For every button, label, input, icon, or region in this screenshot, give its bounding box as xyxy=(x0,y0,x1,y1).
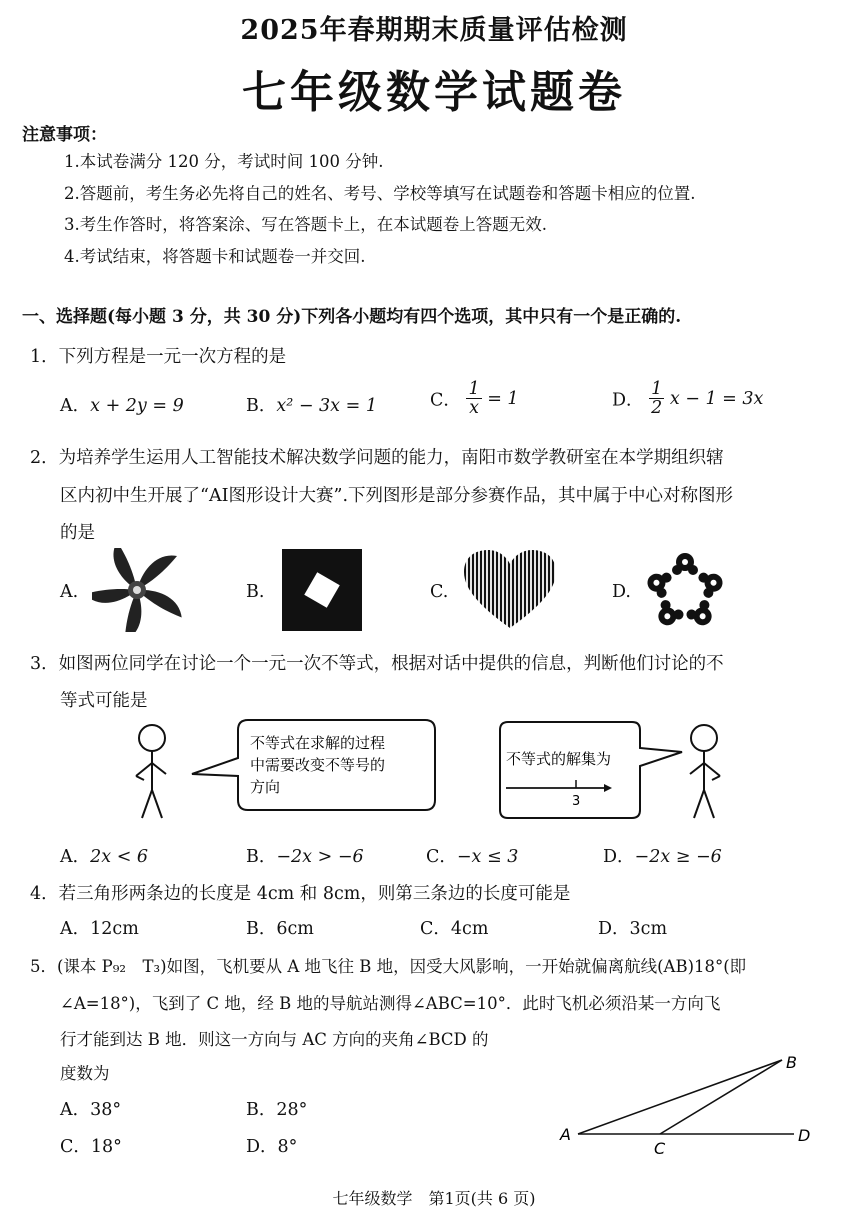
q5-line-3: 行才能到达 B 地．则这一方向与 AC 方向的夹角∠BCD 的 xyxy=(60,1030,489,1049)
option-label: C． xyxy=(430,390,461,411)
fraction-num: 1 xyxy=(468,379,480,399)
option-expr: −x ≤ 3 xyxy=(456,847,519,867)
bubble-right-text: 不等式的解集为 xyxy=(506,750,612,768)
q3-line-2: 等式可能是 xyxy=(60,691,148,711)
q1-option-b xyxy=(246,392,377,417)
q2-line-1: 2．为培养学生运用人工智能技术解决数学问题的能力，南阳市数学教研室在本学期组织辖 xyxy=(30,448,724,468)
fraction-den: x xyxy=(469,398,479,419)
q1-stem: 1．下列方程是一元一次方程的是 xyxy=(30,347,287,367)
option-label: D． xyxy=(612,390,644,411)
q4-stem: 4．若三角形两条边的长度是 4cm 和 8cm，则第三条边的长度可能是 xyxy=(30,884,571,904)
q2-line-2: 区内初中生开展了“AI图形设计大赛”.下列图形是部分参赛作品，其中属于中心对称图形 xyxy=(60,486,734,506)
fraction-num: 1 xyxy=(651,379,663,399)
q2-label-d: D. xyxy=(612,582,631,602)
q3-option-d xyxy=(603,843,722,868)
q2-pentagon-flower-figure xyxy=(640,548,730,632)
q5-option-a: A．38° xyxy=(60,1100,122,1120)
notice-item-2: 2.答题前，考生务必先将自己的姓名、考号、学校等填写在试题卷和答题卡相应的位置. xyxy=(64,184,696,203)
option-expr: −2x > −6 xyxy=(276,847,364,867)
option-expr: x − 1 = 3x xyxy=(669,388,764,409)
point-label-c: C xyxy=(654,1139,666,1158)
option-expr: −2x ≥ −6 xyxy=(634,847,722,867)
option-expr: 2x < 6 xyxy=(90,847,149,867)
notice-item-1: 1.本试卷满分 120 分，考试时间 100 分钟. xyxy=(64,152,384,171)
point-label-b: B xyxy=(786,1053,797,1072)
option-expr: x² − 3x = 1 xyxy=(276,396,377,416)
fraction xyxy=(466,380,481,418)
fraction-den: 2 xyxy=(651,398,663,419)
notice-item-3: 3.考生作答时，将答案涂、写在答题卡上，在本试题卷上答题无效. xyxy=(64,215,547,234)
number-line-arrow xyxy=(604,784,612,792)
notice-heading: 注意事项： xyxy=(22,125,107,145)
point-label-a: A xyxy=(560,1125,571,1144)
q2-pinwheel-figure xyxy=(92,548,182,632)
q5-option-c: C．18° xyxy=(60,1137,122,1157)
q4-option-c: C．4cm xyxy=(420,919,489,939)
q3-option-a xyxy=(60,843,148,868)
q1-option-d xyxy=(612,380,763,418)
number-line-label: 3 xyxy=(572,794,581,809)
q4-option-a: A．12cm xyxy=(60,919,139,939)
q5-line-1: 5．(课本 P₉₂ T₃)如图，飞机要从 A 地飞往 B 地，因受大风影响，一开始就偏离航线(AB)18°(即 xyxy=(30,957,747,976)
bubble-left-text-3: 方向 xyxy=(250,778,281,796)
option-expr: x + 2y = 9 xyxy=(90,396,184,416)
q5-triangle-figure xyxy=(556,1048,826,1160)
q5-line-2: ∠A=18°)，飞到了 C 地，经 B 地的导航站测得∠ABC=10°．此时飞机必须沿某一方向飞 xyxy=(60,994,721,1013)
q3-option-c xyxy=(426,843,518,868)
exam-title: 2025年春期期末质量评估检测 xyxy=(240,15,628,46)
option-label: B． xyxy=(246,847,277,867)
bubble-left-text-2: 中需要改变不等号的 xyxy=(250,756,386,774)
left-student-figure xyxy=(136,725,166,818)
q2-label-a: A. xyxy=(60,582,79,602)
right-student-figure xyxy=(690,725,720,818)
q5-option-d: D．8° xyxy=(246,1137,298,1157)
q5-option-b: B．28° xyxy=(246,1100,308,1120)
option-expr: = 1 xyxy=(487,388,519,409)
q2-square-figure xyxy=(282,549,362,631)
paper-title: 七年级数学试题卷 xyxy=(242,67,626,118)
q3-option-b xyxy=(246,843,364,868)
q1-option-a xyxy=(60,392,184,417)
q1-option-c xyxy=(430,380,519,418)
q2-label-b: B. xyxy=(246,582,265,602)
bubble-left-text-1: 不等式在求解的过程 xyxy=(250,734,386,752)
notice-item-4: 4.考试结束，将答题卡和试题卷一并交回. xyxy=(64,247,366,266)
option-label: C． xyxy=(426,847,457,867)
fraction xyxy=(649,380,664,418)
option-label: A． xyxy=(60,396,91,416)
section-heading: 一、选择题(每小题 3 分，共 30 分)下列各小题均有四个选项，其中只有一个是正确的. xyxy=(22,307,682,327)
option-label: B． xyxy=(246,396,277,416)
q4-option-b: B．6cm xyxy=(246,919,314,939)
q3-dialogue-figure xyxy=(120,718,740,826)
point-label-d: D xyxy=(798,1126,811,1145)
page-footer: 七年级数学 第1页(共 6 页) xyxy=(332,1189,536,1208)
q3-line-1: 3．如图两位同学在讨论一个一元一次不等式，根据对话中提供的信息，判断他们讨论的不 xyxy=(30,654,724,674)
q2-label-c: C. xyxy=(430,582,449,602)
q5-line-4: 度数为 xyxy=(60,1064,110,1083)
q2-heart-figure xyxy=(462,548,558,630)
option-label: D． xyxy=(603,847,635,867)
right-speech-bubble xyxy=(500,722,682,818)
option-label: A． xyxy=(60,847,91,867)
q2-line-3: 的是 xyxy=(60,523,95,543)
line-ab xyxy=(578,1060,782,1134)
q4-option-d: D．3cm xyxy=(598,919,668,939)
